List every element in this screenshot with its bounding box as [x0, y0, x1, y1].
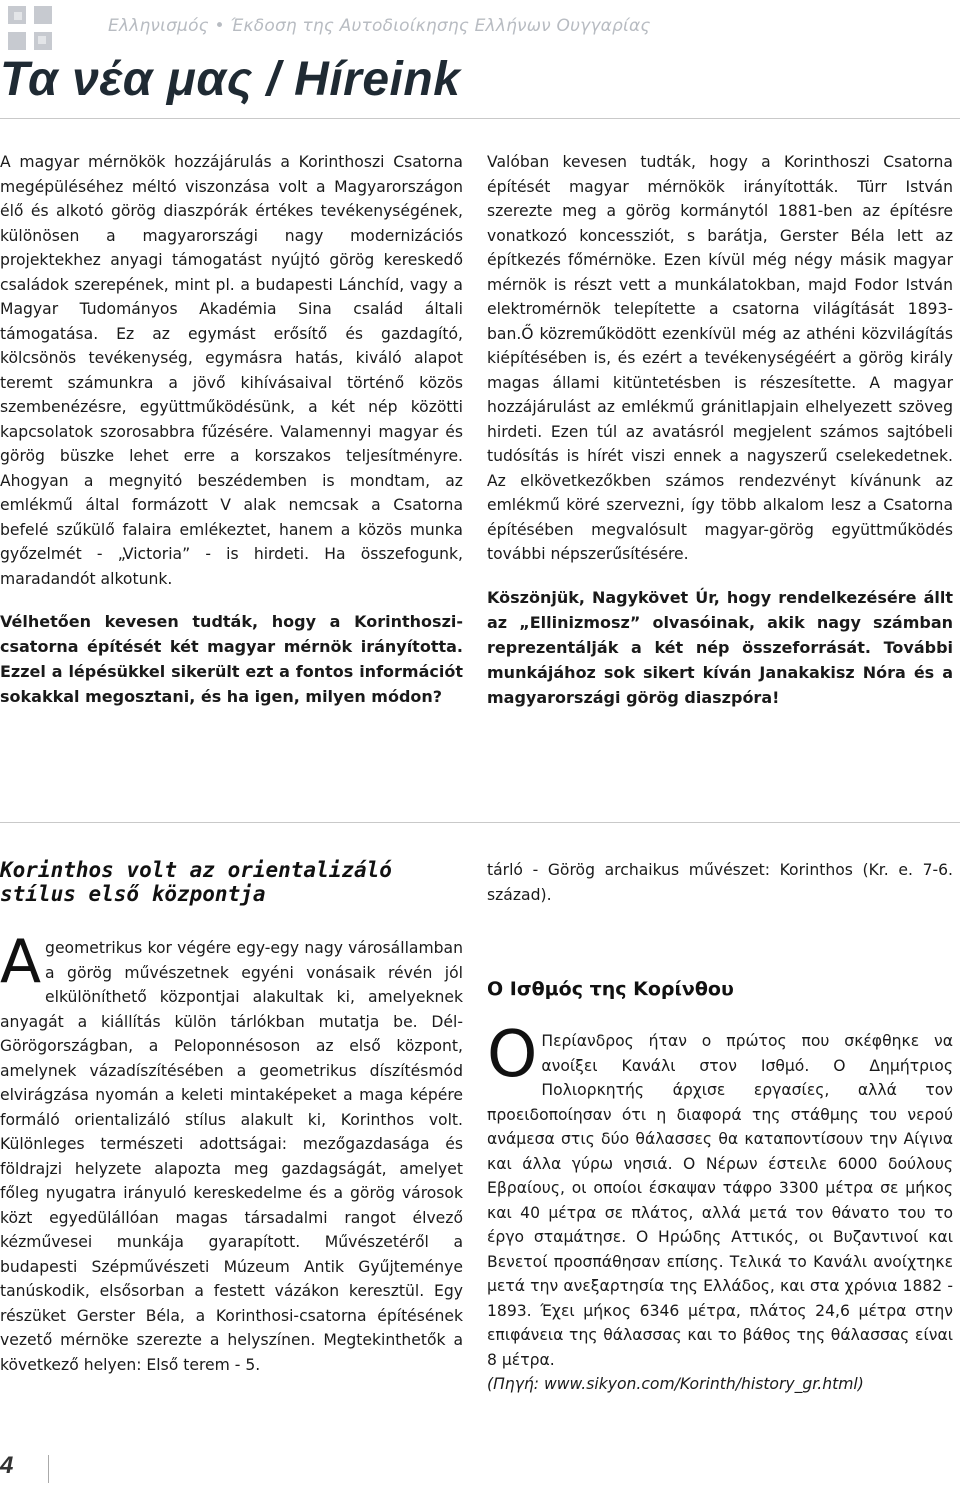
interview-column-left — [0, 150, 463, 709]
section-divider — [0, 822, 960, 823]
interview-answer-text: A magyar mérnökök hozzájárulás a Korinthoszi Csatorna megépüléséhez méltó viszonzása volt a Magyarországon élő és alkotó görög diaszpórák értékes tevékenységének, különösen a magyarországi nagy modernizációs projektekhez anyagi támogatást nyújtó görög kereskedő családok szerepének, mint pl. a budapesti Lánchíd, vagy a Magyar Tudományos Akadémia Sina család általi támogatása. Ez az egymást erősítő és gazdagító, kölcsönös tevékenység, egymásra hatás, kiváló alapot teremt számunkra a jövő kihívásaival történő közös szembenézésre, együttműködésünk, a két nép közötti kapcsolatok szorosabbra fűzésére. Valamennyi magyar és görög büszke lehet erre a korszakos teljesítményre. Ahogyan a megnyitó beszédemben is mondtam, az emlékmű által formázott V alak nemcsak a Csatorna befelé szűkülő falaira emlékeztet, hanem a közös munka győzelmét - „Victoria” - is hirdeti. Ha összefogunk, maradandót alkotunk. — [0, 153, 463, 588]
article-body — [0, 927, 463, 1377]
page-header — [0, 0, 960, 60]
article-continuation: tárló - Görög archaikus művészet: Korinthos (Kr. e. 7-6. század). — [487, 861, 953, 904]
article-title: Korinthos volt az orientalizáló stílus első központja — [0, 858, 392, 906]
greek-article-text: Περίανδρος ήταν ο πρώτος που σκέφθηκε να ανοίξει Κανάλι στον Ισθμό. Ο Δημήτριος Πολιορκητής άρχισε εργασίες, αλλά τον προειδοποίησαν ότι η διαφορά της στάθμης του νερού ανάμεσα στις δύο θάλασσες θα καταποντίσουν την Αίγινα και άλλα γύρω νησιά. Ο Νέρων έστειλε 6000 δούλους Εβραίους, οι οποίοι έσκαψαν τάφρο 3300 μέτρα σε μήκος και 40 μέτρα σε πλάτος, αλλά μετά τον θάνατο του το έργο σταμάτησε. Ο Ηρώδης Αττικός, οι Βυζαντινοί και Βενετοί προσπάθησαν επίσης. Τελικά το Κανάλι ανοίχτηκε μετά την ανεξαρτησία της Ελλάδος, και στα χρόνια 1882 - 1893. Έχει μήκος 6346 μέτρα, πλάτος 24,6 μέτρα στην επιφάνεια της θάλασσας και το βάθος της θάλασσας είναι 8 μέτρα. — [487, 1032, 953, 1369]
greek-article-column — [487, 858, 953, 1397]
greek-article-body — [487, 1018, 953, 1372]
page-number-divider — [48, 1455, 49, 1483]
interview-question: Vélhetően kevesen tudták, hogy a Korinthoszi-csatorna építését két magyar mérnök irányította. Ezzel a lépésükkel sikerült ezt a fontos információt sokakkal megosztani, és ha igen, milyen módon? — [0, 612, 463, 706]
drop-cap: A — [0, 927, 42, 997]
source-citation: (Πηγή: www.sikyon.com/Korinth/history_gr.html) — [487, 1375, 864, 1393]
greek-article-title: Ο Ισθμός της Κορίνθου — [487, 978, 734, 1000]
interview-answer-text-2: Valóban kevesen tudták, hogy a Korinthoszi Csatorna építését magyar mérnökök irányították. Türr István szerezte meg a görög kormánytól 1881-ben az építésre vonatkozó koncessziót, s barátja, Gerster Béla lett az építkezés főmérnöke. Ezen kívül még négy másik magyar mérnök is részt vett a munkálatokban, majd Fodor István elektromérnök telepítette a csatorna világítását 1893-ban.Ő közreműködött ezenkívül még az athéni közvilágítás kiépítésében is, és ezért a tevékenységéért a görög király magas állami kitüntetésben is részesítette. A magyar hozzájárulást az emlékmű gránitlapjain elhelyezett szöveg hirdeti. Ezen túl az avatásról megjelent számos sajtóbeli tudósítás is hírét viszi ennek a nagyszerű cselekedetnek. Az elkövetkezőkben számos rendezvényt kívánunk az emlékmű köré szervezni, így több alkalom lesz a Csatorna építésében megvalósult magyar-görög együttműködés további népszerűsítésére. — [487, 153, 953, 563]
greek-drop-cap: Ο — [487, 1018, 538, 1092]
page-number: 4 — [0, 1452, 14, 1479]
masthead: Ελληνισμός • Έκδοση της Αυτοδιοίκησης Ελλήνων Ουγγαρίας — [108, 16, 651, 36]
page-title: Τα νέα μας / Híreink — [0, 53, 461, 106]
korinthos-article — [0, 858, 463, 1377]
interview-column-right — [487, 150, 953, 710]
title-divider — [0, 118, 960, 119]
interview-closing: Köszönjük, Nagykövet Úr, hogy rendelkezésére állt az „Ellinizmosz” olvasóinak, akik nagy számban reprezentálják a két nép összeforrását. További munkájához sok sikert kíván Janakakisz Nóra és a magyarországi görög diaszpóra! — [487, 587, 953, 707]
article-body-text: geometrikus kor végére egy-egy nagy városállamban a görög művészetnek egyéni vonásaik révén jól elkülöníthető központjai alakultak ki, amelyeknek anyagát a kiállítás külön tárlókban mutatja be. Dél-Görögországban, a Peloponnésoson az első központ, amelynek vázadíszítésében a geometrikus díszítésmód elvirágzása nyomán a keleti mintaképeket a maga képére formáló orientalizáló stílus alakult ki, Korinthos volt. Különleges természeti adottságai: mezőgazdasága és földrajzi helyzete alapozta meg gazdagságát, amelyet főleg nyugatra irányuló kereskedelme és a görög városok közt egyedülállóan magas társadalmi rangot élvező kézművesei munkája gyarapított. Művészetéről a budapesti Szépművészeti Múzeum Antik Gyűjteménye tanúskodik, elsősorban a festett vázákon keresztül. Egy részüket Gerster Béla, a Korinthosi-csatorna építésének vezető mérnöke szerezte a helyszínen. Megtekinthetők a következő helyen: Első terem - 5. — [0, 939, 463, 1374]
greek-cross-flag-icon — [8, 6, 52, 50]
